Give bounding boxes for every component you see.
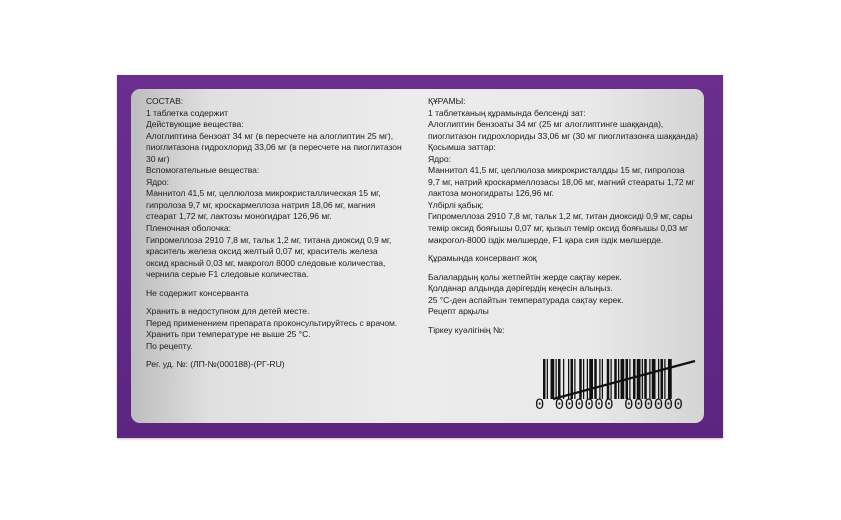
barcode-bar bbox=[607, 359, 610, 399]
package-frame bbox=[117, 75, 723, 438]
storage-line: 25 °С-ден аспайтын температурада сақтау керек. bbox=[428, 294, 624, 305]
barcode-bar bbox=[587, 359, 588, 399]
composition-line: 1 таблетка содержит bbox=[146, 107, 228, 118]
barcode-bar bbox=[563, 359, 564, 399]
barcode-bar bbox=[558, 359, 561, 399]
barcode-bar bbox=[547, 359, 548, 399]
storage-line: Хранить при температуре не выше 25 °С. bbox=[146, 329, 311, 340]
barcode-bar bbox=[661, 359, 664, 399]
storage-line: Перед применением препарата проконсультируйтесь с врачом. bbox=[146, 317, 398, 328]
barcode-bar bbox=[614, 359, 617, 399]
registration-label: Тіркеу куәлігінің №: bbox=[428, 324, 505, 335]
composition-title: СОСТАВ: bbox=[146, 96, 184, 106]
storage-line: Хранить в недоступном для детей месте. bbox=[146, 306, 310, 317]
barcode-bar bbox=[602, 359, 603, 399]
composition-line: Қосымша заттар: bbox=[428, 142, 496, 153]
barcode-bar bbox=[649, 359, 650, 399]
barcode-bar bbox=[551, 359, 555, 399]
barcode-bar bbox=[543, 359, 546, 399]
storage-line: Рецепт арқылы bbox=[428, 306, 489, 317]
composition-line: 1 таблетканың құрамында белсенді зат: bbox=[428, 107, 586, 118]
composition-line: пиоглитазона гидрохлорид 33,06 мг (в пересчете на пиоглитазон bbox=[146, 142, 402, 153]
storage-line: Қолданар алдында дәрігердің кеңесін алыңыз. bbox=[428, 283, 613, 294]
barcode-bar bbox=[637, 359, 641, 399]
barcode-bar bbox=[583, 359, 584, 399]
composition-line: Маннитол 41,5 мг, целлюлоза микрокристаллическая 15 мг, bbox=[146, 188, 381, 199]
composition-line: Маннитол 41,5 мг, целлюлоза микрокристалдды 15 мг, гипролоза bbox=[428, 165, 685, 176]
composition-line: Ядро: bbox=[146, 176, 169, 187]
barcode-bar bbox=[668, 359, 672, 399]
composition-line: оксид красный 0,03 мг, макрогол 8000 следовые количества, bbox=[146, 257, 386, 268]
registration-number: Рег. уд. №: (ЛП-№(000188)-(РГ-RU) bbox=[146, 359, 285, 370]
composition-line: Гипромеллоза 2910 7,8 мг, тальк 1,2 мг, титан диоксиді 0,9 мг, сары bbox=[428, 211, 693, 222]
composition-line: Гипромеллоза 2910 7,8 мг, тальк 1,2 мг, титана диоксид 0,9 мг, bbox=[146, 234, 392, 245]
composition-line: Алоглиптина бензоат 34 мг (в пересчете на алоглиптин 25 мг), bbox=[146, 130, 394, 141]
barcode-bar bbox=[556, 359, 557, 399]
barcode bbox=[535, 359, 699, 421]
barcode-bar bbox=[642, 359, 643, 399]
composition-line: Алоглиптин бензоаты 34 мг (25 мг алоглиптинге шаққанда), bbox=[428, 119, 664, 130]
composition-line: Действующие вещества: bbox=[146, 119, 244, 130]
composition-line: Ядро: bbox=[428, 153, 451, 164]
text-panel bbox=[131, 89, 704, 423]
barcode-bar bbox=[599, 359, 600, 399]
composition-line: гипролоза 9,7 мг, кроскармеллоза натрия 18,06 мг, магния bbox=[146, 199, 376, 210]
barcode-bar bbox=[618, 359, 619, 399]
composition-line: темір оксид бояғышы 0,07 мг, қызыл темір оксид бояғышы 0,03 мг bbox=[428, 223, 689, 234]
composition-line: лактоза моногидраты 126,96 мг. bbox=[428, 188, 554, 199]
barcode-bar bbox=[633, 359, 636, 399]
composition-line: стеарат 1,72 мг, лактозы моногидрат 126,96 мг. bbox=[146, 211, 332, 222]
barcode-bar bbox=[568, 359, 569, 399]
composition-line: Вспомогательные вещества: bbox=[146, 165, 260, 176]
composition-line: 9,7 мг, натрий кроскармеллозасы 18,06 мг, магний стеараты 1,72 мг bbox=[428, 176, 695, 187]
barcode-bar bbox=[594, 359, 597, 399]
kazakh-column bbox=[428, 96, 700, 336]
composition-line: чернила серые F1 следовые количества. bbox=[146, 269, 309, 280]
composition-line: Үлбірлі қабық: bbox=[428, 199, 484, 210]
composition-line: 30 мг) bbox=[146, 153, 170, 164]
storage-line: Балалардың қолы жетпейтін жерде сақтау керек. bbox=[428, 271, 622, 282]
barcode-digits: 0 000000 000000 bbox=[535, 396, 684, 414]
storage-line: По рецепту. bbox=[146, 340, 193, 351]
barcode-bar bbox=[658, 359, 659, 399]
composition-line: Пленочная оболочка: bbox=[146, 223, 231, 234]
barcode-bar bbox=[652, 359, 656, 399]
composition-line: краситель железа оксид желтый 0,07 мг, краситель железа bbox=[146, 246, 378, 257]
preservative-note: Құрамында консервант жоқ bbox=[428, 253, 537, 264]
composition-title: ҚҰРАМЫ: bbox=[428, 96, 466, 106]
barcode-bar bbox=[589, 359, 593, 399]
composition-line: макрогол-8000 іздік мөлшерде, F1 қара сия іздік мөлшерде. bbox=[428, 234, 664, 245]
composition-line: пиоглитазон гидрохлориды 33,06 мг (30 мг пиоглитазонға шаққанда) bbox=[428, 130, 698, 141]
russian-column bbox=[146, 96, 404, 371]
preservative-note: Не содержит консерванта bbox=[146, 287, 249, 298]
barcode-bar bbox=[664, 359, 665, 399]
barcode-bar bbox=[644, 359, 647, 399]
barcode-bar bbox=[611, 359, 612, 399]
